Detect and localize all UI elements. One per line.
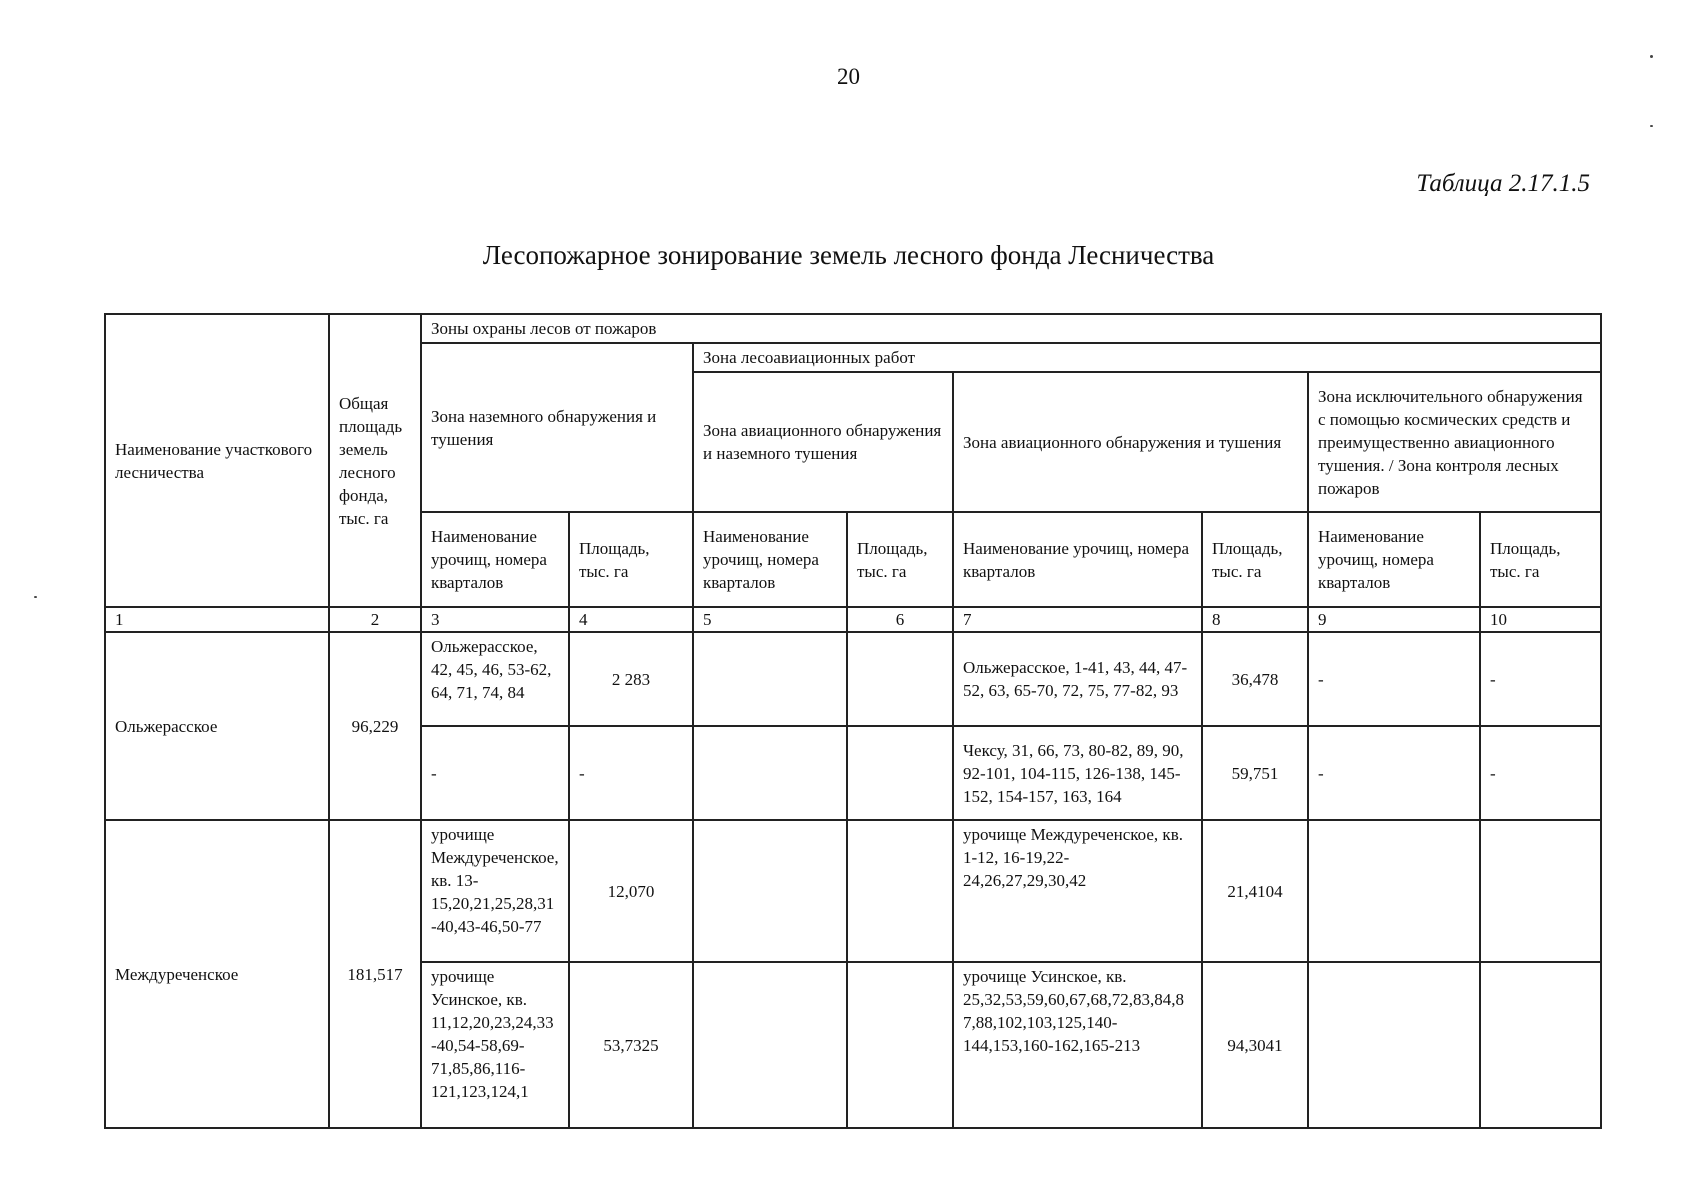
cell-ground-tracts: - xyxy=(421,726,569,820)
cell-aviation-ground-area xyxy=(847,632,953,726)
cell-ground-area: 53,7325 xyxy=(569,962,693,1128)
cell-space-tracts xyxy=(1308,962,1480,1128)
cell-aviation-area: 36,478 xyxy=(1202,632,1308,726)
header-aviation-zone: Зона авиационного обнаружения и тушения xyxy=(953,372,1308,512)
cell-aviation-area: 59,751 xyxy=(1202,726,1308,820)
header-col-9: Наименование урочищ, номера кварталов xyxy=(1308,512,1480,607)
header-name: Наименование участкового лесничества xyxy=(105,314,329,607)
header-ground-zone: Зона наземного обнаружения и тушения xyxy=(421,343,693,512)
cell-ground-tracts: урочище Междуреченское, кв. 13-15,20,21,25,28,31-40,43-46,50-77 xyxy=(421,820,569,962)
header-col-8: Площадь, тыс. га xyxy=(1202,512,1308,607)
header-col-7: Наименование урочищ, номера кварталов xyxy=(953,512,1202,607)
scan-speck xyxy=(1650,55,1653,58)
cell-aviation-ground-tracts xyxy=(693,726,847,820)
forestry-name: Ольжерасское xyxy=(105,632,329,820)
document-title: Лесопожарное зонирование земель лесного фонда Лесничества xyxy=(482,240,1215,270)
cell-ground-area: 2 283 xyxy=(569,632,693,726)
cell-ground-tracts: Ольжерасское, 42, 45, 46, 53-62, 64, 71, 74, 84 xyxy=(421,632,569,726)
cell-aviation-ground-tracts xyxy=(693,632,847,726)
scan-speck xyxy=(34,596,37,598)
header-col-5: Наименование урочищ, номера кварталов xyxy=(693,512,847,607)
page-number: 20 xyxy=(837,64,860,89)
cell-aviation-ground-tracts xyxy=(693,820,847,962)
header-zones: Зоны охраны лесов от пожаров xyxy=(421,314,1601,343)
cell-aviation-ground-area xyxy=(847,962,953,1128)
cell-aviation-ground-tracts xyxy=(693,962,847,1128)
cell-ground-area: 12,070 xyxy=(569,820,693,962)
header-col-3: Наименование урочищ, номера кварталов xyxy=(421,512,569,607)
header-aviation-works: Зона лесоавиационных работ xyxy=(693,343,1601,372)
scan-speck xyxy=(1650,125,1653,127)
column-number: 4 xyxy=(569,607,693,632)
header-aviation-ground-zone: Зона авиационного обнаружения и наземного тушения xyxy=(693,372,953,512)
cell-aviation-tracts: урочище Междуреченское, кв. 1-12, 16-19,22-24,26,27,29,30,42 xyxy=(953,820,1202,962)
forestry-area: 181,517 xyxy=(329,820,421,1128)
cell-aviation-tracts: Чексу, 31, 66, 73, 80-82, 89, 90, 92-101, 104-115, 126-138, 145-152, 154-157, 163, 164 xyxy=(953,726,1202,820)
column-number: 3 xyxy=(421,607,569,632)
forestry-name: Междуреченское xyxy=(105,820,329,1128)
column-number: 1 xyxy=(105,607,329,632)
cell-space-area xyxy=(1480,820,1601,962)
cell-space-area xyxy=(1480,962,1601,1128)
column-number: 9 xyxy=(1308,607,1480,632)
cell-aviation-area: 21,4104 xyxy=(1202,820,1308,962)
cell-aviation-tracts: Ольжерасское, 1-41, 43, 44, 47-52, 63, 65-70, 72, 75, 77-82, 93 xyxy=(953,632,1202,726)
cell-ground-tracts: урочище Усинское, кв. 11,12,20,23,24,33-40,54-58,69-71,85,86,116-121,123,124,1 xyxy=(421,962,569,1128)
cell-space-area: - xyxy=(1480,632,1601,726)
header-col-6: Площадь, тыс. га xyxy=(847,512,953,607)
cell-ground-area: - xyxy=(569,726,693,820)
header-space-zone: Зона исключительного обнаружения с помощью космических средств и преимущественно авиационного тушения. / Зона контроля лесных пожаров xyxy=(1308,372,1601,512)
header-col-4: Площадь, тыс. га xyxy=(569,512,693,607)
fire-zoning-table xyxy=(104,313,1602,1129)
cell-space-area: - xyxy=(1480,726,1601,820)
column-number: 2 xyxy=(329,607,421,632)
column-number: 5 xyxy=(693,607,847,632)
table-label: Таблица 2.17.1.5 xyxy=(1416,170,1590,197)
table-row xyxy=(105,632,1601,726)
cell-space-tracts xyxy=(1308,820,1480,962)
cell-aviation-area: 94,3041 xyxy=(1202,962,1308,1128)
column-number: 8 xyxy=(1202,607,1308,632)
table-row xyxy=(105,820,1601,962)
column-number: 10 xyxy=(1480,607,1601,632)
forestry-area: 96,229 xyxy=(329,632,421,820)
header-col-10: Площадь, тыс. га xyxy=(1480,512,1601,607)
cell-aviation-ground-area xyxy=(847,726,953,820)
column-number: 7 xyxy=(953,607,1202,632)
cell-aviation-tracts: урочище Усинское, кв. 25,32,53,59,60,67,68,72,83,84,87,88,102,103,125,140-144,153,160-162,165-213 xyxy=(953,962,1202,1128)
header-area: Общая площадь земель лесного фонда, тыс. га xyxy=(329,314,421,607)
cell-space-tracts: - xyxy=(1308,632,1480,726)
column-number: 6 xyxy=(847,607,953,632)
cell-aviation-ground-area xyxy=(847,820,953,962)
cell-space-tracts: - xyxy=(1308,726,1480,820)
